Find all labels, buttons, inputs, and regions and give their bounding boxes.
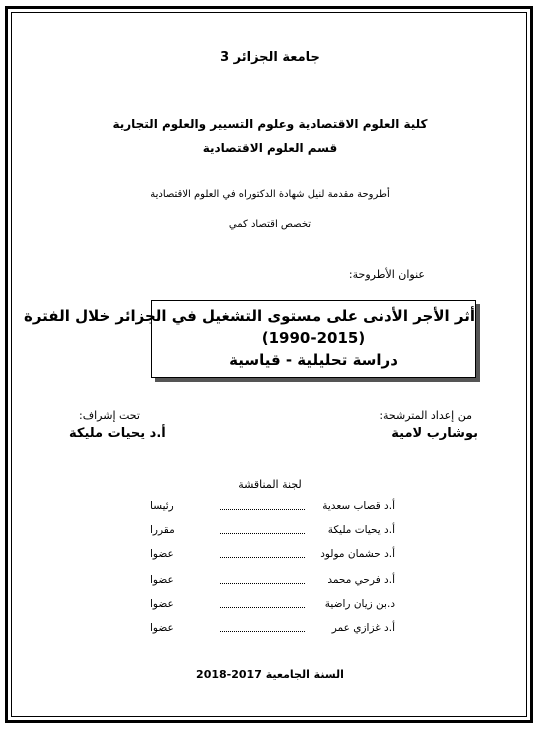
- committee-row: [150, 574, 395, 592]
- committee-member-name: أ.د فرحي محمد: [327, 574, 395, 586]
- committee-member-role: عضوا: [150, 548, 174, 560]
- prepared-by-label: من إعداد المترشحة:: [379, 409, 472, 422]
- title-label: عنوان الأطروحة:: [348, 268, 425, 281]
- dotted-leader: [220, 583, 305, 584]
- dotted-leader: [220, 607, 305, 608]
- committee-member-role: عضوا: [150, 574, 174, 586]
- committee-member-name: أ.د غزازي عمر: [331, 622, 395, 634]
- thesis-title-line2: (1990-2015): [261, 329, 366, 347]
- dotted-leader: [220, 509, 305, 510]
- candidate-name: بوشارب لامية: [391, 426, 478, 441]
- committee-member-name: أ.د يحيات مليكة: [327, 524, 395, 536]
- committee-row: [150, 524, 395, 542]
- committee-member-name: أ.د حشمان مولود: [320, 548, 395, 560]
- thesis-title-box: [24, 300, 476, 378]
- committee-member-name: أ.د قصاب سعدية: [322, 500, 395, 512]
- committee-member-name: د.بن زيان راضية: [324, 598, 395, 610]
- university-name: جامعة الجزائر 3: [220, 50, 320, 65]
- committee-title: لجنة المناقشة: [238, 478, 302, 491]
- committee-row: [150, 548, 395, 566]
- committee-row: [150, 500, 395, 518]
- thesis-title-line3: دراسة تحليلية - قياسية: [229, 351, 398, 369]
- department-name: قسم العلوم الاقتصادية: [202, 141, 338, 155]
- committee-member-role: رئيسا: [150, 500, 174, 512]
- supervisor-name: أ.د يحيات مليكة: [69, 426, 166, 441]
- dotted-leader: [220, 631, 305, 632]
- committee-member-role: عضوا: [150, 622, 174, 634]
- committee-row: [150, 622, 395, 640]
- academic-year: السنة الجامعية 2017-2018: [196, 668, 344, 681]
- faculty-name: كلية العلوم الاقتصادية وعلوم التسيير والعلوم التجارية: [112, 117, 428, 131]
- committee-member-role: عضوا: [150, 598, 174, 610]
- committee-row: [150, 598, 395, 616]
- dotted-leader: [220, 533, 305, 534]
- committee-member-role: مقررا: [150, 524, 175, 536]
- specialty: تخصص اقتصاد كمي: [228, 219, 312, 230]
- dotted-leader: [220, 557, 305, 558]
- supervisor-label: تحت إشراف:: [79, 409, 140, 422]
- thesis-title-line1: أثر الأجر الأدنى على مستوى التشغيل في الجزائر خلال الفترة: [24, 307, 475, 325]
- thesis-note: أطروحة مقدمة لنيل شهادة الدكتوراه في العلوم الاقتصادية: [150, 189, 390, 200]
